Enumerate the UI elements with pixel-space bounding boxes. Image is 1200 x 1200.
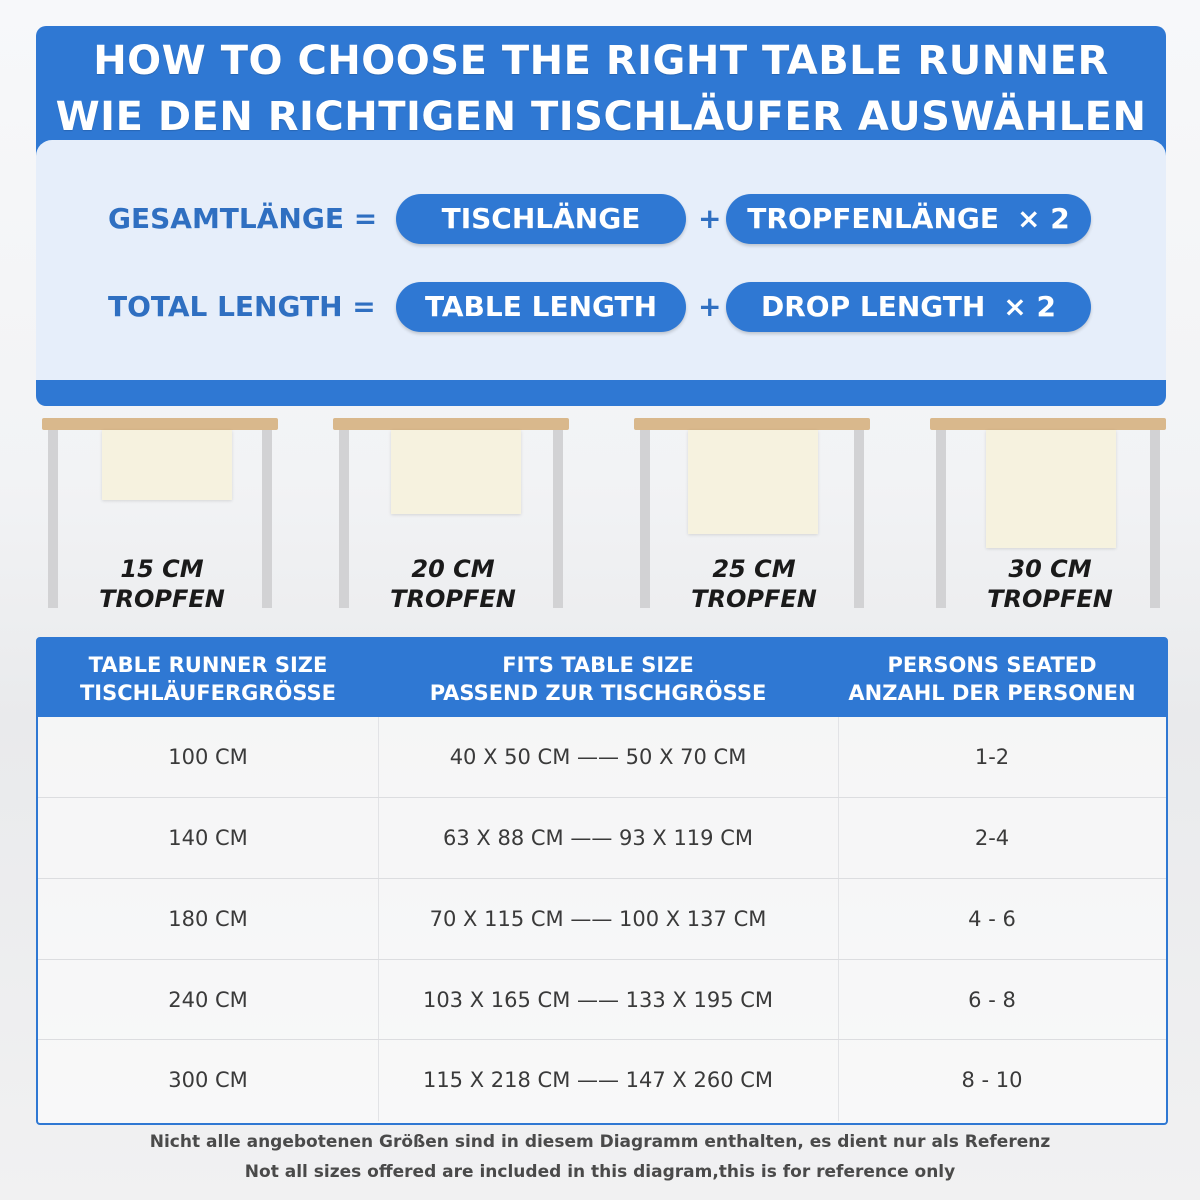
cell-fits: 63 X 88 CM —— 93 X 119 CM <box>443 826 753 850</box>
pill-table-length-german: TISCHLÄNGE <box>396 194 686 244</box>
pill-drop-length-german <box>726 194 1091 244</box>
drop-word: TROPFEN <box>390 585 516 613</box>
table-row <box>38 1040 1166 1120</box>
header-en: PERSONS SEATED <box>887 653 1097 677</box>
header-fits-table <box>378 651 818 707</box>
cell-size: 100 CM <box>168 745 248 769</box>
table-top <box>930 418 1166 430</box>
table-top <box>333 418 569 430</box>
table-top <box>634 418 870 430</box>
cell-fits: 115 X 218 CM —— 147 X 260 CM <box>422 1068 774 1092</box>
table-row <box>38 879 1166 959</box>
drop-label <box>634 554 874 614</box>
drop-label <box>42 554 282 614</box>
drop-word: TROPFEN <box>987 585 1113 613</box>
drop-size: 25 CM <box>712 555 796 583</box>
header-runner-size <box>38 651 378 707</box>
drop-illustration-25 <box>634 418 874 613</box>
formula-row-german <box>36 194 1166 244</box>
title-german: WIE DEN RICHTIGEN TISCHLÄUFER AUSWÄHLEN <box>55 94 1147 140</box>
header-persons <box>818 651 1166 707</box>
drop-label <box>333 554 573 614</box>
drop-illustration-20 <box>333 418 573 613</box>
drop-illustration-30 <box>930 418 1170 613</box>
runner-drop <box>986 430 1116 548</box>
cell-persons: 1-2 <box>974 745 1010 769</box>
drop-size: 20 CM <box>411 555 495 583</box>
multiplier: × 2 <box>1017 202 1070 235</box>
cell-persons: 2-4 <box>974 826 1010 850</box>
pill-drop-text: TROPFENLÄNGE <box>747 202 1000 235</box>
cell-size: 140 CM <box>168 826 248 850</box>
size-table <box>36 637 1168 1125</box>
drop-word: TROPFEN <box>691 585 817 613</box>
runner-drop <box>391 430 521 514</box>
cell-size: 240 CM <box>168 988 248 1012</box>
header-de: ANZAHL DER PERSONEN <box>848 681 1136 705</box>
cell-fits: 103 X 165 CM —— 133 X 195 CM <box>422 988 774 1012</box>
drop-word: TROPFEN <box>99 585 225 613</box>
footnote-english: Not all sizes offered are included in this diagram,this is for reference only <box>244 1162 956 1182</box>
header-en: TABLE RUNNER SIZE <box>88 653 328 677</box>
pill-drop-text: DROP LENGTH <box>760 290 986 323</box>
cell-persons: 4 - 6 <box>968 907 1016 931</box>
table-row <box>38 717 1166 797</box>
title-english: HOW TO CHOOSE THE RIGHT TABLE RUNNER <box>93 38 1109 84</box>
runner-drop <box>102 430 232 500</box>
drop-label <box>930 554 1170 614</box>
runner-drop <box>688 430 818 534</box>
drop-size: 15 CM <box>120 555 204 583</box>
table-top <box>42 418 278 430</box>
table-row <box>38 960 1166 1040</box>
cell-persons: 8 - 10 <box>961 1068 1023 1092</box>
table-header <box>38 639 1166 717</box>
drop-size: 30 CM <box>1008 555 1092 583</box>
pill-drop-length-english <box>726 282 1091 332</box>
formula-label-english: TOTAL LENGTH = <box>108 290 376 323</box>
header-de: TISCHLÄUFERGRÖSSE <box>79 681 337 705</box>
header-en: FITS TABLE SIZE <box>502 653 694 677</box>
cell-size: 300 CM <box>168 1068 248 1092</box>
drop-illustration-15 <box>42 418 282 613</box>
cell-size: 180 CM <box>168 907 248 931</box>
pill-table-length-english: TABLE LENGTH <box>396 282 686 332</box>
plus-sign: + <box>698 290 722 323</box>
multiplier: × 2 <box>1003 290 1056 323</box>
formula-label-german: GESAMTLÄNGE = <box>108 202 378 235</box>
formula-row-english <box>36 282 1166 332</box>
formula-panel <box>36 140 1166 380</box>
plus-sign: + <box>698 202 722 235</box>
footnote-german: Nicht alle angebotenen Größen sind in diesem Diagramm enthalten, es dient nur als Referenz <box>149 1132 1051 1152</box>
cell-persons: 6 - 8 <box>968 988 1016 1012</box>
cell-fits: 70 X 115 CM —— 100 X 137 CM <box>429 907 767 931</box>
header-de: PASSEND ZUR TISCHGRÖSSE <box>429 681 767 705</box>
table-row <box>38 798 1166 878</box>
cell-fits: 40 X 50 CM —— 50 X 70 CM <box>449 745 747 769</box>
